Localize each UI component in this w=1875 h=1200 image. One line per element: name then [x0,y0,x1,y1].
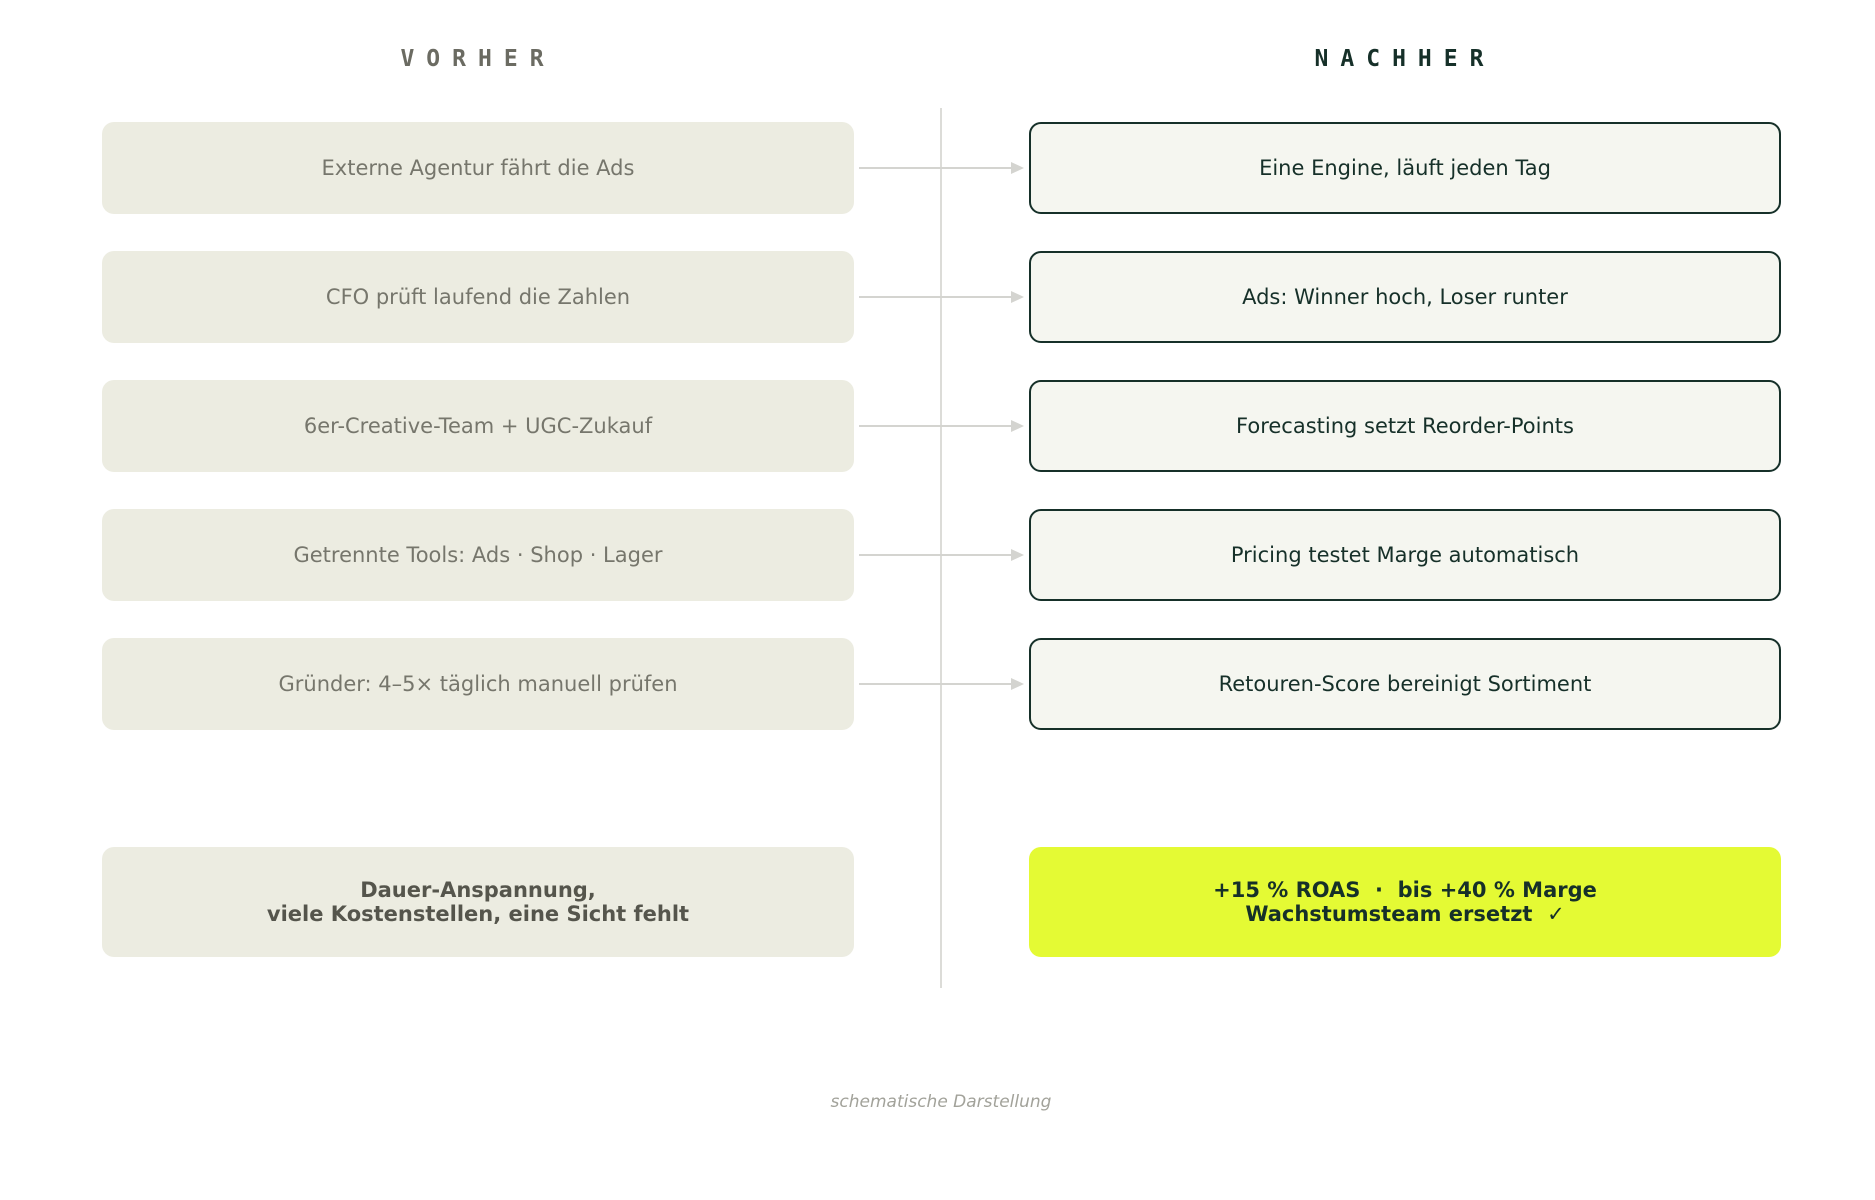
summary-before [102,847,854,957]
after-box-4: Pricing testet Marge automatisch [1029,509,1781,601]
summary-after-line-2: Wachstumsteam ersetzt ✓ [1245,902,1565,926]
before-box-5: Gründer: 4–5× täglich manuell prüfen [102,638,854,730]
arrow-right-icon [859,547,1025,563]
summary-before-line-1: Dauer-Anspannung, [360,878,596,902]
summary-after-line-1: +15 % ROAS · bis +40 % Marge [1213,878,1597,902]
after-box-5: Retouren-Score bereinigt Sortiment [1029,638,1781,730]
before-box-2: CFO prüft laufend die Zahlen [102,251,854,343]
summary-before-line-2: viele Kostenstellen, eine Sicht fehlt [266,902,690,926]
arrow-right-icon [859,418,1025,434]
arrow-right-icon [859,289,1025,305]
heading-before: VORHER [400,46,556,72]
footnote: schematische Darstellung [830,1092,1052,1112]
after-box-1: Eine Engine, läuft jeden Tag [1029,122,1781,214]
before-box-3: 6er-Creative-Team + UGC-Zukauf [102,380,854,472]
arrow-right-icon [859,160,1025,176]
after-box-3: Forecasting setzt Reorder-Points [1029,380,1781,472]
before-box-4: Getrennte Tools: Ads · Shop · Lager [102,509,854,601]
after-box-2: Ads: Winner hoch, Loser runter [1029,251,1781,343]
summary-after [1029,847,1781,957]
before-box-1: Externe Agentur fährt die Ads [102,122,854,214]
heading-after: NACHHER [1314,46,1496,72]
arrow-right-icon [859,676,1025,692]
